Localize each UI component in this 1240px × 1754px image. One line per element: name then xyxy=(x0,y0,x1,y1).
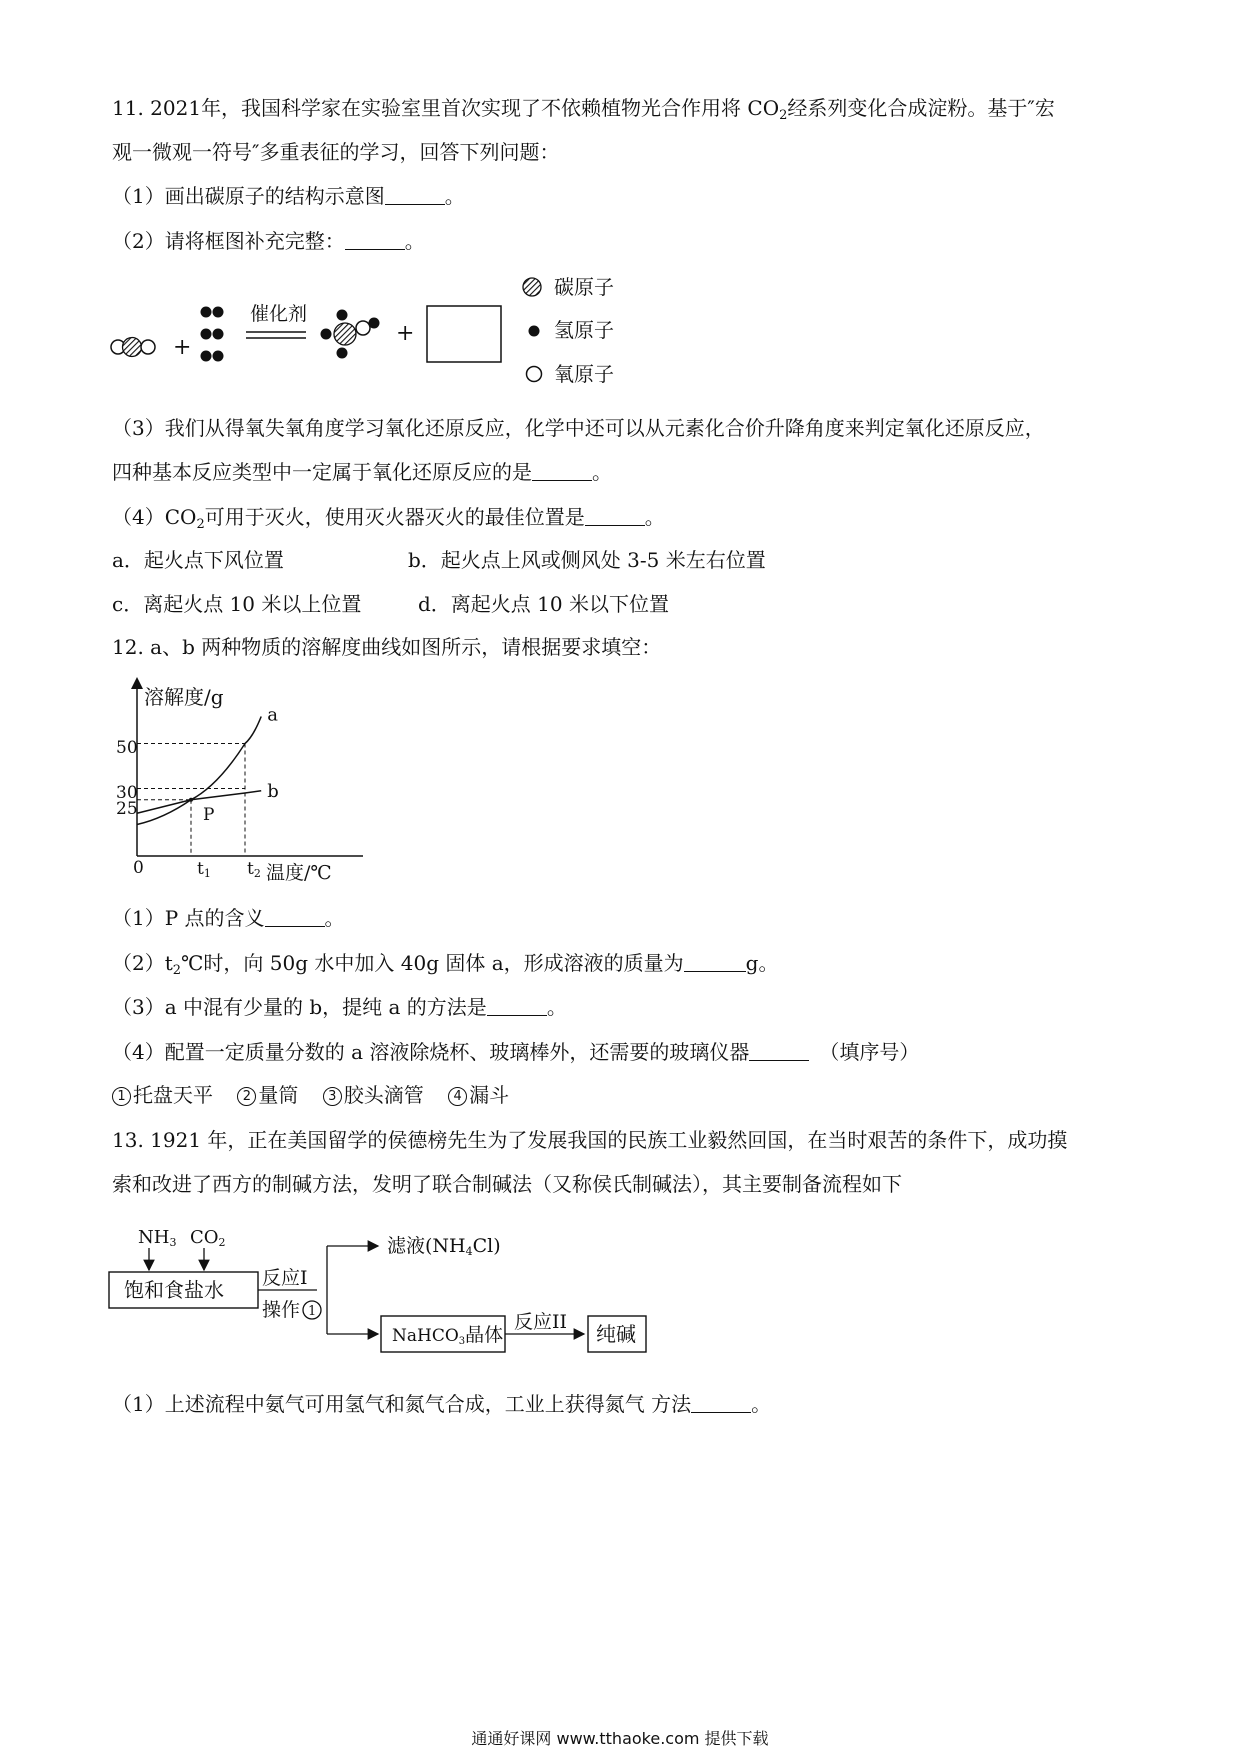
origin-label: 0 xyxy=(133,858,144,878)
series-label-b: b xyxy=(267,780,279,802)
q12-part2: $(2)t_2℃$时，向 50g 水中加入 40g 固体 a，形成溶液的质量为 g。 xyxy=(112,951,779,978)
q11-part4: $(4)CO_2$可用于灭火，使用灭火器灭火的最佳位置是 。 xyxy=(112,505,665,532)
answer-blank[interactable] xyxy=(691,1392,751,1413)
q12-options xyxy=(112,1080,509,1110)
legend-oxygen: 氧原子 xyxy=(554,362,614,386)
point-p xyxy=(189,798,193,802)
answer-box[interactable] xyxy=(427,306,501,362)
q11-intro-line2: 观一微观一符号″多重表征的学习，回答下列问题： xyxy=(112,140,560,164)
q11-option-b[interactable]: b．起火点上风或侧风处 3-5 米左右位置 xyxy=(408,548,766,572)
y-tick-label: 50 xyxy=(116,738,138,758)
option-2[interactable]: 2 量筒 xyxy=(237,1083,298,1107)
option-4[interactable]: 4 漏斗 xyxy=(448,1083,509,1107)
q11-option-c[interactable]: c．离起火点 10 米以上位置 xyxy=(112,592,362,616)
x-axis-label: 温度/℃ xyxy=(266,862,332,884)
y-tick-label: 25 xyxy=(116,799,138,819)
answer-blank[interactable] xyxy=(585,505,645,526)
h2-molecules xyxy=(201,307,224,362)
co2-molecule xyxy=(111,338,155,357)
q12-part4: （4）配置一定质量分数的 a 溶液除烧杯、玻璃棒外，还需要的玻璃仪器 （填序号） xyxy=(112,1040,920,1064)
point-p-label: P xyxy=(203,805,215,825)
option-3[interactable]: 3 胶头滴管 xyxy=(323,1083,424,1107)
plus-sign: + xyxy=(173,335,192,360)
q11-option-a[interactable]: a．起火点下风位置 xyxy=(112,548,284,572)
q12-part1: （1）P 点的含义 。 xyxy=(112,906,345,930)
solubility-chart xyxy=(100,665,400,905)
atom-legend xyxy=(523,275,614,386)
process-flowchart xyxy=(100,1218,740,1368)
answer-blank[interactable] xyxy=(345,229,405,250)
catalyst-label: 催化剂 xyxy=(250,303,308,325)
y-axis-label: 溶解度/g xyxy=(144,685,224,709)
plus-sign: + xyxy=(396,321,415,346)
q13-intro-line1: 13. 1921 年，正在美国留学的侯德榜先生为了发展我国的民族工业毅然回国，在当时艰苦的条件下，成功摸 xyxy=(112,1128,1068,1152)
reaction1-label: 反应I xyxy=(262,1267,308,1289)
q11-intro-line1: 11. 2021年，我国科学家在实验室里首次实现了不依赖植物光合作用将 $CO_2$经系列变化合成淀粉。基于″宏 xyxy=(112,96,1055,123)
q11-option-d[interactable]: d．离起火点 10 米以下位置 xyxy=(418,592,669,616)
brine-label: 饱和食盐水 xyxy=(124,1278,224,1302)
legend-carbon: 碳原子 xyxy=(554,275,614,299)
svg-text:1: 1 xyxy=(308,1304,317,1319)
answer-blank[interactable] xyxy=(487,995,547,1016)
legend-hydrogen: 氢原子 xyxy=(554,318,614,342)
q13-intro-line2: 索和改进了西方的制碱方法，发明了联合制碱法（又称侯氏制碱法），其主要制备流程如下 xyxy=(112,1172,902,1196)
answer-blank[interactable] xyxy=(532,460,592,481)
x-tick-label: t2 xyxy=(247,859,261,880)
answer-blank[interactable] xyxy=(684,951,746,972)
reaction2-label: 反应II xyxy=(514,1311,568,1333)
page-footer: 通通好课网 www.tthaoke.com 提供下载 xyxy=(471,1729,769,1748)
q13-part1: （1）上述流程中氨气可用氢气和氮气合成，工业上获得氮气 方法 。 xyxy=(112,1392,772,1416)
q11-part1: （1）画出碳原子的结构示意图 。 xyxy=(112,184,465,208)
series-label-a: a xyxy=(267,704,278,726)
soda-label: 纯碱 xyxy=(596,1322,636,1346)
answer-blank[interactable] xyxy=(265,906,325,927)
q11-part2: （2）请将框图补充完整： 。 xyxy=(112,229,425,253)
q12-intro: 12. a、b 两种物质的溶解度曲线如图所示，请根据要求填空： xyxy=(112,635,662,659)
q12-part3: （3）a 中混有少量的 b，提纯 a 的方法是 。 xyxy=(112,995,567,1019)
option-1[interactable]: 1 托盘天平 xyxy=(112,1083,213,1107)
q11-part3-line2: 四种基本反应类型中一定属于氧化还原反应的是 。 xyxy=(112,460,612,484)
y-tick-label: 30 xyxy=(116,783,138,803)
x-tick-label: t1 xyxy=(197,859,211,880)
operation1-circled-number xyxy=(303,1301,321,1319)
filtrate-label: 滤液(NH4Cl) xyxy=(387,1235,501,1258)
q11-part3-line1: （3）我们从得氧失氧角度学习氧化还原反应，化学中还可以从元素化合价升降角度来判定氧化还原反应， xyxy=(112,416,1045,440)
nh3-label: NH3 xyxy=(138,1227,177,1249)
methanol-molecule xyxy=(321,310,380,359)
crystal-label: NaHCO3晶体 xyxy=(392,1324,504,1347)
co2-label: CO2 xyxy=(190,1227,226,1249)
answer-blank[interactable] xyxy=(385,184,445,205)
answer-blank[interactable] xyxy=(749,1040,809,1061)
operation1-label: 操作 xyxy=(262,1299,301,1321)
